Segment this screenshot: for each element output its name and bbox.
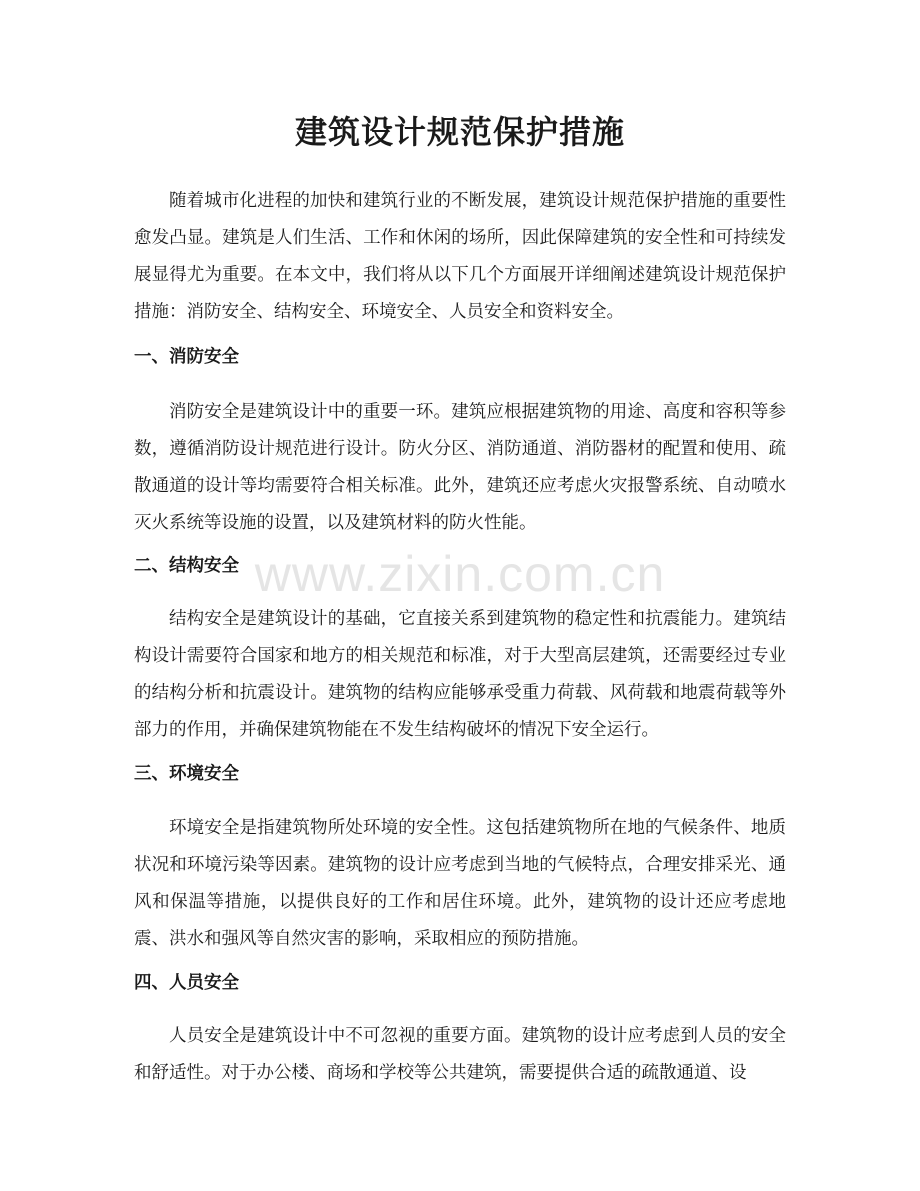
section-heading-structural-safety: 二、结构安全 <box>134 556 239 576</box>
section-body-personnel-safety: 人员安全是建筑设计中不可忽视的重要方面。建筑物的设计应考虑到人员的安全和舒适性。对于办公楼、商场和学校等公共建筑，需要提供合适的疏散通道、设 <box>134 1026 786 1083</box>
section-heading-environmental-safety: 三、环境安全 <box>134 764 239 784</box>
section-body-structural-safety: 结构安全是建筑设计的基础，它直接关系到建筑物的稳定性和抗震能力。建筑结构设计需要符合国家和地方的相关规范和标准，对于大型高层建筑，还需要经过专业的结构分析和抗震设计。建筑物的结构应能够承受重力荷载、风荷载和地震荷载等外部力的作用，并确保建筑物能在不发生结构破坏的情况下安全运行。 <box>134 609 786 740</box>
section-heading-fire-safety: 一、消防安全 <box>134 347 239 367</box>
intro-paragraph: 随着城市化进程的加快和建筑行业的不断发展，建筑设计规范保护措施的重要性愈发凸显。建筑是人们生活、工作和休闲的场所，因此保障建筑的安全性和可持续发展显得尤为重要。在本文中，我们将从以下几个方面展开详细阐述建筑设计规范保护措施：消防安全、结构安全、环境安全、人员安全和资料安全。 <box>134 191 786 322</box>
section-body-environmental-safety: 环境安全是指建筑物所处环境的安全性。这包括建筑物所在地的气候条件、地质状况和环境污染等因素。建筑物的设计应考虑到当地的气候特点，合理安排采光、通风和保温等措施，以提供良好的工作和居住环境。此外，建筑物的设计还应考虑地震、洪水和强风等自然灾害的影响，采取相应的预防措施。 <box>134 818 786 949</box>
section-body-fire-safety: 消防安全是建筑设计中的重要一环。建筑应根据建筑物的用途、高度和容积等参数，遵循消防设计规范进行设计。防火分区、消防通道、消防器材的配置和使用、疏散通道的设计等均需要符合相关标准。此外，建筑还应考虑火灾报警系统、自动喷水灭火系统等设施的设置，以及建筑材料的防火性能。 <box>134 402 786 533</box>
watermark: www.zixin.com.cn <box>254 546 666 602</box>
section-heading-personnel-safety: 四、人员安全 <box>134 973 239 993</box>
document-title: 建筑设计规范保护措施 <box>294 113 625 151</box>
